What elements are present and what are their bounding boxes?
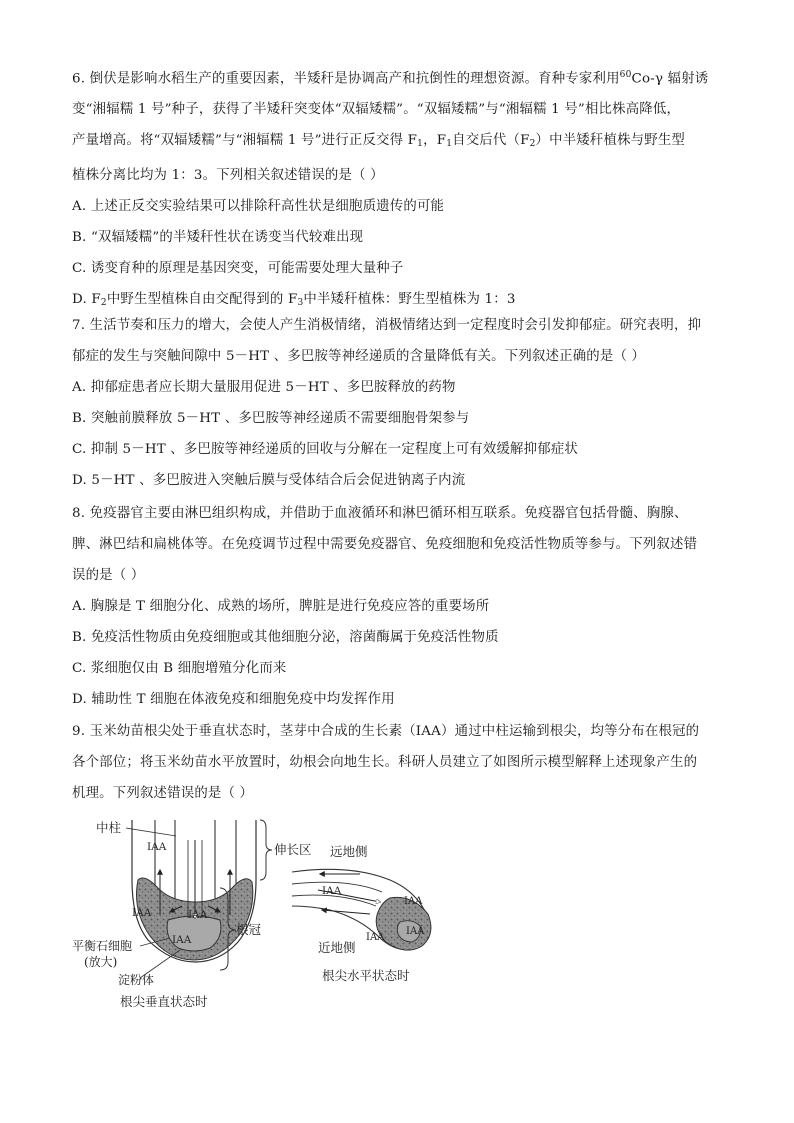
label-iaa-top: IAA <box>147 841 167 853</box>
question-9 <box>72 716 724 809</box>
label-fangda: (放大) <box>84 955 118 969</box>
question-7-option-a[interactable]: A. 抑郁症患者应长期大量服用促进 5－HT 、多巴胺释放的药物 <box>72 380 456 395</box>
label-pinghengshi: 平衡石细胞 <box>72 939 133 953</box>
question-8-stem-line-3: 误的是（ ） <box>72 568 145 583</box>
question-7-option-b[interactable]: B. 突触前膜释放 5－HT 、多巴胺等神经递质不需要细胞骨架参与 <box>72 411 470 426</box>
question-8-option-c[interactable]: C. 浆细胞仅由 B 细胞增殖分化而来 <box>72 661 287 676</box>
label-yuandice: 远地侧 <box>330 844 368 859</box>
horizontal-root-group <box>292 844 431 983</box>
question-7-stem-line-2: 郁症的发生与突触间隙中 5－HT 、多巴胺等神经递质的含量降低有关。下列叙述正确的是（ ） <box>72 349 646 364</box>
question-9-stem-line-1: 9. 玉米幼苗根尖处于垂直状态时，茎芽中合成的生长素（IAA）通过中柱运输到根尖，均等分布在根冠的 <box>72 724 700 739</box>
question-6-option-a[interactable]: A. 上述正反交实验结果可以排除秆高性状是细胞质遗传的可能 <box>72 199 445 215</box>
vertical-root-group <box>72 820 312 1009</box>
question-6-option-d[interactable]: D. $F_2$中野生型植株自由交配得到的 $F_3$中半矮秆植株：野生型植株为 1：3 <box>72 292 516 309</box>
question-6 <box>72 60 724 319</box>
iaa-return-arrow-bottom <box>322 910 370 914</box>
question-9-stem-line-2: 各个部位；将玉米幼苗水平放置时，幼根会向地生长。科研人员建立了如图所示模型解释上述现象产生的 <box>72 755 698 770</box>
label-iaa-horizontal-inner: IAA <box>406 926 425 937</box>
label-shenchangqu: 伸长区 <box>274 842 312 857</box>
caption-vertical: 根尖垂直状态时 <box>120 994 208 1009</box>
question-8-option-a[interactable]: A. 胸腺是 T 细胞分化、成熟的场所，脾脏是进行免疫应答的重要场所 <box>72 599 490 614</box>
label-iaa-left: IAA <box>132 907 152 919</box>
label-iaa-right: IAA <box>188 909 208 921</box>
question-7 <box>72 310 724 496</box>
label-iaa-center: IAA <box>172 934 192 946</box>
question-7-option-d[interactable]: D. 5－HT 、多巴胺进入突触后膜与受体结合后会促进钠离子内流 <box>72 473 466 488</box>
question-6-stem-line-1: 6. 倒伏是影响水稻生产的重要因素，半矮秆是协调高产和抗倒性的理想资源。育种专家利用$^{60}$Co-γ 辐射诱 <box>72 70 709 87</box>
question-6-option-c[interactable]: C. 诱变育种的原理是基因突变，可能需要处理大量种子 <box>72 261 404 277</box>
isotope-superscript: 60 <box>619 70 632 80</box>
question-8 <box>72 498 724 715</box>
label-iaa-horizontal-lower: IAA <box>366 932 385 943</box>
question-6-stem-line-2: 变“湘辐糯 1 号”种子，获得了半矮秆突变体“双辐矮糯”。“双辐矮糯”与“湘辐糯 1 号”相比株高降低， <box>72 102 681 118</box>
leader-dianfenti <box>140 950 180 978</box>
label-zhongzhu: 中柱 <box>96 820 122 835</box>
question-6-option-b[interactable]: B. “双辐矮糯”的半矮秆性状在诱变当代较难出现 <box>72 230 364 246</box>
question-6-stem-line-3: 产量增高。将“双辐矮糯”与“湘辐糯 1 号”进行正反交得 $F_1$，$F_1$自交后代$(F_2)$中半矮秆植株与野生型 <box>72 133 686 150</box>
root-tip-iaa-diagram <box>60 810 520 1020</box>
label-genguan: 根冠 <box>236 922 262 937</box>
label-iaa-horizontal-main: IAA <box>322 885 342 897</box>
question-6-stem-line-4: 植株分离比均为 1：3。下列相关叙述错误的是（ ） <box>72 168 384 184</box>
caption-horizontal: 根尖水平状态时 <box>322 968 410 983</box>
label-dianfenti: 淀粉体 <box>118 973 155 987</box>
question-8-stem-line-1: 8. 免疫器官主要由淋巴组织构成，并借助于血液循环和淋巴循环相互联系。免疫器官包括骨髓、胸腺、 <box>72 506 688 521</box>
question-8-option-d[interactable]: D. 辅助性 T 细胞在体液免疫和细胞免疫中均发挥作用 <box>72 692 395 707</box>
brace-elongation-zone <box>260 820 272 880</box>
question-7-stem-line-1: 7. 生活节奏和压力的增大，会使人产生消极情绪，消极情绪达到一定程度时会引发抑郁症。研究表明，抑 <box>72 318 702 333</box>
question-8-stem-line-2: 脾、淋巴结和扁桃体等。在免疫调节过程中需要免疫器官、免疫细胞和免疫活性物质等参与。下列叙述错 <box>72 537 698 552</box>
label-jindice: 近地侧 <box>318 940 356 955</box>
question-7-option-c[interactable]: C. 抑制 5－HT 、多巴胺等神经递质的回收与分解在一定程度上可有效缓解抑郁症状 <box>72 442 579 457</box>
question-8-option-b[interactable]: B. 免疫活性物质由免疫细胞或其他细胞分泌，溶菌酶属于免疫活性物质 <box>72 630 499 645</box>
leader-zhongzhu <box>126 828 176 836</box>
question-9-stem-line-3: 机理。下列叙述错误的是（ ） <box>72 786 254 801</box>
label-iaa-horizontal-cap: IAA <box>404 896 423 907</box>
